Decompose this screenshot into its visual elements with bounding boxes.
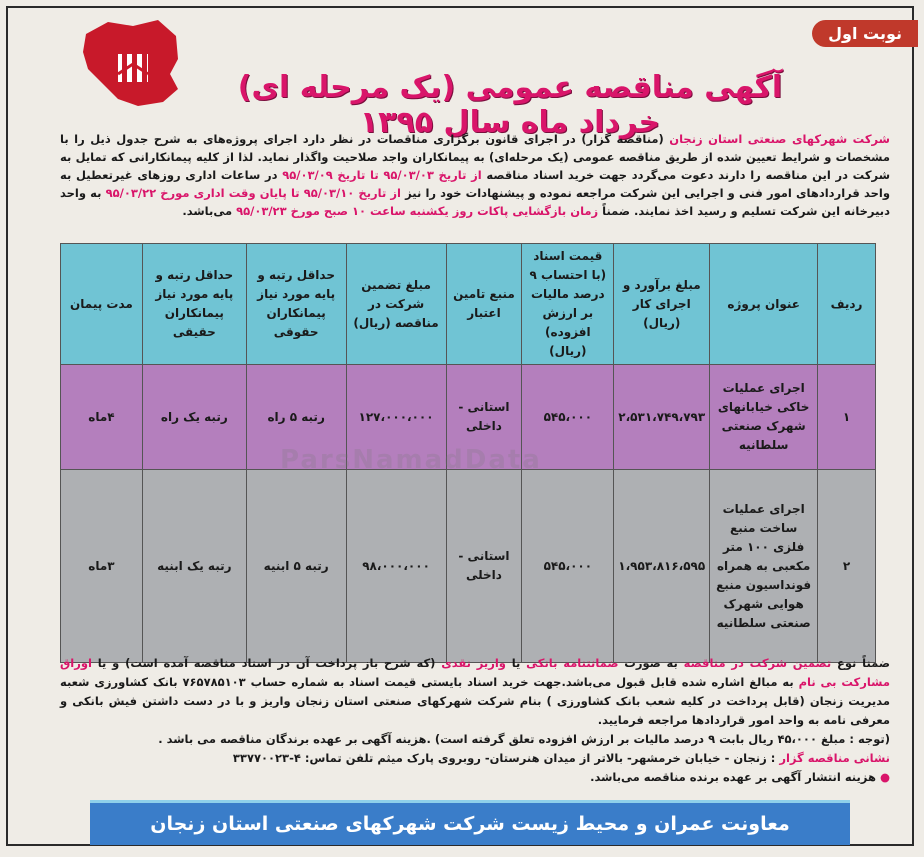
- intro-text-4: می‌باشد.: [182, 204, 237, 218]
- funding-source: استانی - داخلی: [446, 365, 522, 470]
- footer-text-2: به صورت: [618, 656, 684, 670]
- address-text: : زنجان - خیابان خرمشهر- بالاتر از میدان هنرستان- روبروی پارک میثم تلفن تماس: ۴-۳۳۷۷۰۰۲۳: [232, 751, 780, 765]
- address-label: نشانی مناقصه گزار: [779, 751, 890, 765]
- project-title: اجرای عملیات خاکی خیابانهای شهرک صنعتی سلطانیه: [710, 365, 818, 470]
- header-cell: مبلغ برآورد و اجرای کار (ریال): [614, 244, 710, 365]
- estimate-amount: ۲،۵۳۱،۷۴۹،۷۹۳: [614, 365, 710, 470]
- intro-paragraph: [60, 130, 890, 220]
- row-number: ۱: [818, 365, 876, 470]
- opening-time: زمان بازگشایی پاکات روز یکشنبه ساعت ۱۰ صبح مورخ ۹۵/۰۳/۲۳: [236, 204, 599, 218]
- bank-guarantee: ضمانتنامه بانکی: [526, 656, 619, 670]
- header-cell: منبع تامین اعتبار: [446, 244, 522, 365]
- document-price: ۵۴۵،۰۰۰: [522, 470, 614, 663]
- real-contractor-rank: رتبه یک ابنیه: [142, 470, 246, 663]
- cost-note: هزینه انتشار آگهی بر عهده برنده مناقصه می‌باشد.: [590, 770, 876, 784]
- guarantee-type: تضمین شرکت در مناقصه: [683, 656, 832, 670]
- estimate-amount: ۱،۹۵۳،۸۱۶،۵۹۵: [614, 470, 710, 663]
- table-header-row: [61, 244, 876, 365]
- company-name: شرکت شهرکهای صنعتی استان زنجان: [669, 132, 890, 146]
- project-title: اجرای عملیات ساخت منبع فلزی ۱۰۰ متر مکعبی به همراه فونداسیون منبع هوایی شهرک صنعتی سلطانیه: [710, 470, 818, 663]
- page-title: آگهی مناقصه عمومی (یک مرحله ای) خرداد ماه سال ۱۳۹۵: [237, 70, 783, 140]
- document-price: ۵۴۵،۰۰۰: [522, 365, 614, 470]
- guarantee-amount: ۹۸،۰۰۰،۰۰۰: [346, 470, 446, 663]
- footer-text-1: ضمناً نوع: [831, 656, 890, 670]
- purchase-dates: از تاریخ ۹۵/۰۳/۰۳ تا تاریخ ۹۵/۰۳/۰۹: [282, 168, 482, 182]
- real-contractor-rank: رتبه یک راه: [142, 365, 246, 470]
- guarantee-amount: ۱۲۷،۰۰۰،۰۰۰: [346, 365, 446, 470]
- cash-deposit: واریز نقدی: [441, 656, 506, 670]
- table-row: [61, 470, 876, 663]
- header-cell: حداقل رتبه و پایه مورد نیاز پیمانکاران حقیقی: [142, 244, 246, 365]
- footer-text-5: به مبالغ اشاره شده قابل قبول می‌باشد.جهت خرید اسناد بایستی قیمت اسناد به شماره حساب ۷۶۵۷۸۵۱۰۳ بانک کشاورزی شعبه مدیریت زنجان (قابل پرداخت در کلیه شعب بانک کشاورزی ) بنام شرکت شهرکهای صنعتی استان زنجان واریز و با در دست داشتن فیش بانکی و معرفی نامه به واحد امور قراردادها مراجعه فرمایید.: [60, 675, 890, 727]
- intro-text-1: (مناقصه گزار) در اجرای قانون برگزاری مناقصات در نظر دارد اجرای پروژه‌های به شرح جدول ذیل را با مشخصات و شرایط تعیین شده از طریق مناقصه عمومی (یک مرحله‌ای) به پیمانکاران واجد صلاحیت واگذار نماید. لذا از کلیه پیمانکارانی که تمایل به شرکت در این مناقصه را دارند دعوت می‌گردد جهت خرید اسناد مناقصه: [60, 132, 891, 182]
- notice-badge: نوبت اول: [812, 20, 918, 47]
- contract-duration: ۳ماه: [61, 470, 143, 663]
- footer-paragraph: [60, 654, 890, 787]
- map-logo-icon: [78, 14, 186, 112]
- funding-source: استانی - داخلی: [446, 470, 522, 663]
- intro-text-3: به واحد دبیرخانه این شرکت تسلیم و رسید اخذ نمایند. ضمناً: [60, 186, 890, 218]
- legal-contractor-rank: رتبه ۵ راه: [246, 365, 346, 470]
- submit-dates: از تاریخ ۹۵/۰۳/۱۰ تا پایان وقت اداری مورخ ۹۵/۰۳/۲۲: [105, 186, 401, 200]
- footer-text-3: یا: [505, 656, 527, 670]
- bonds: اوراق مشارکت بی نام: [60, 656, 890, 689]
- footer-banner: معاونت عمران و محیط زیست شرکت شهرکهای صنعتی استان زنجان: [90, 800, 850, 845]
- intro-text-2: در ساعات اداری روزهای غیرتعطیل به واحد قراردادهای امور فنی و اجرایی این شرکت مراجعه نموده و پیشنهادات خود را نیز: [60, 168, 890, 200]
- footer-note: (توجه : مبلغ ۴۵،۰۰۰ ریال بابت ۹ درصد مالیات بر ارزش افزوده تعلق گرفته است) .هزینه آگهی بر عهده برندگان مناقصه می باشد .: [158, 732, 890, 746]
- header-cell: عنوان پروژه: [710, 244, 818, 365]
- watermark: ParsNamadData: [280, 445, 542, 475]
- legal-contractor-rank: رتبه ۵ ابنیه: [246, 470, 346, 663]
- row-number: ۲: [818, 470, 876, 663]
- address-line: [60, 749, 890, 768]
- cost-note-line: [60, 768, 890, 787]
- bullet-icon: ●: [879, 770, 890, 784]
- header-cell: ردیف: [818, 244, 876, 365]
- header-cell: مبلغ تضمین شرکت در مناقصه (ریال): [346, 244, 446, 365]
- header-cell: مدت پیمان: [61, 244, 143, 365]
- contract-duration: ۴ماه: [61, 365, 143, 470]
- header-cell: حداقل رتبه و پایه مورد نیاز پیمانکاران حقوقی: [246, 244, 346, 365]
- footer-text-4: (که شرح باز پرداخت آن در اسناد مناقصه آمده است) و یا: [91, 656, 442, 670]
- header-cell: قیمت اسناد (با احتساب ۹ درصد مالیات بر ارزش افزوده) (ریال): [522, 244, 614, 365]
